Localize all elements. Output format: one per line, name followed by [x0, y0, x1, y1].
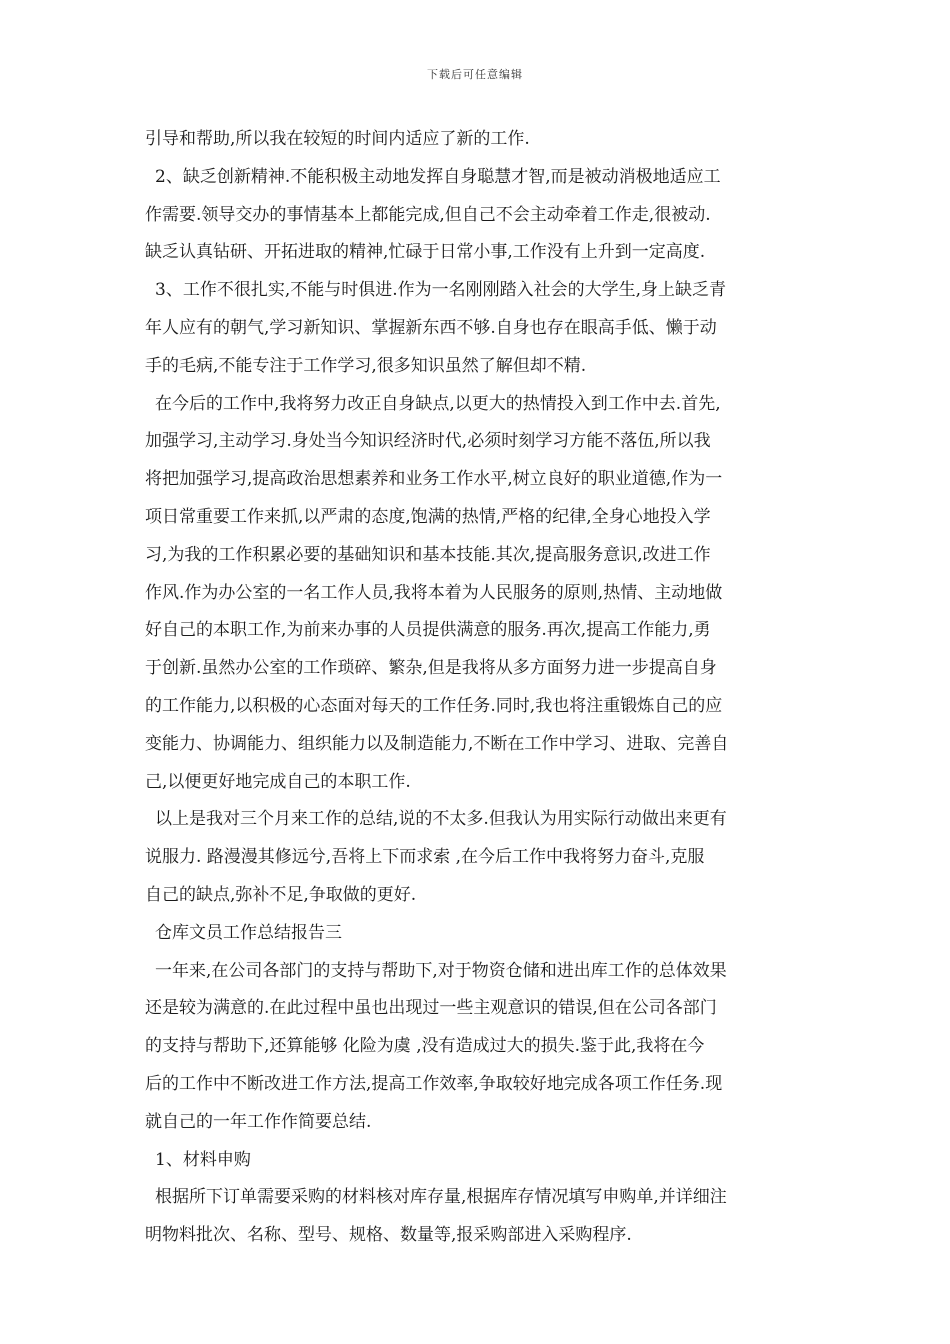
text-line: 习,为我的工作积累必要的基础知识和基本技能.其次,提高服务意识,改进工作 [145, 544, 711, 565]
text-line: 的工作能力,以积极的心态面对每天的工作任务.同时,我也将注重锻炼自己的应 [145, 695, 723, 716]
text-line: 加强学习,主动学习.身处当今知识经济时代,必须时刻学习方能不落伍,所以我 [145, 431, 711, 452]
text-line: 后的工作中不断改进工作方法,提高工作效率,争取较好地完成各项工作任务.现 [145, 1073, 723, 1094]
text-line: 明物料批次、名称、型号、规格、数量等,报采购部进入采购程序. [145, 1225, 632, 1246]
text-line: 自己的缺点,弥补不足,争取做的更好. [145, 884, 417, 905]
text-line: 变能力、协调能力、组织能力以及制造能力,不断在工作中学习、进取、完善自 [145, 733, 729, 754]
text-line: 的支持与帮助下,还算能够 化险为虞 ,没有造成过大的损失.鉴于此,我将在今 [145, 1036, 705, 1057]
text-line: 根据所下订单需要采购的材料核对库存量,根据库存情况填写申购单,并详细注 [155, 1187, 727, 1208]
text-line: 将把加强学习,提高政治思想素养和业务工作水平,树立良好的职业道德,作为一 [145, 469, 723, 490]
text-line: 还是较为满意的.在此过程中虽也出现过一些主观意识的错误,但在公司各部门 [145, 998, 717, 1019]
document-body [145, 121, 813, 1255]
text-line: 己,以便更好地完成自己的本职工作. [145, 771, 411, 792]
text-line: 2、缺乏创新精神.不能积极主动地发挥自身聪慧才智,而是被动消极地适应工 [155, 166, 721, 187]
text-line: 好自己的本职工作,为前来办事的人员提供满意的服务.再次,提高工作能力,勇 [145, 620, 711, 641]
text-line: 就自己的一年工作作简要总结. [145, 1111, 372, 1132]
text-line: 说服力. 路漫漫其修远兮,吾将上下而求索 ,在今后工作中我将努力奋斗,克服 [145, 847, 705, 868]
text-line: 3、工作不很扎实,不能与时俱进.作为一名刚刚踏入社会的大学生,身上缺乏青 [155, 280, 727, 301]
text-line: 1、材料申购 [155, 1149, 251, 1170]
text-line: 项日常重要工作来抓,以严肃的态度,饱满的热情,严格的纪律,全身心地投入学 [145, 506, 711, 527]
text-line: 年人应有的朝气,学习新知识、掌握新东西不够.自身也存在眼高手低、懒于动 [145, 317, 717, 338]
text-line: 作风.作为办公室的一名工作人员,我将本着为人民服务的原则,热情、主动地做 [145, 582, 723, 603]
text-line: 缺乏认真钻研、开拓进取的精神,忙碌于日常小事,工作没有上升到一定高度. [145, 242, 706, 263]
page-header: 下载后可任意编辑 [427, 68, 523, 81]
text-line: 在今后的工作中,我将努力改正自身缺点,以更大的热情投入到工作中去.首先, [155, 393, 721, 414]
text-line: 作需要.领导交办的事情基本上都能完成,但自己不会主动牵着工作走,很被动. [145, 204, 711, 225]
text-line: 于创新.虽然办公室的工作琐碎、繁杂,但是我将从多方面努力进一步提高自身 [145, 658, 717, 679]
text-line: 引导和帮助,所以我在较短的时间内适应了新的工作. [145, 129, 530, 149]
text-line: 仓库文员工作总结报告三 [155, 922, 342, 943]
text-line: 一年来,在公司各部门的支持与帮助下,对于物资仓储和进出库工作的总体效果 [155, 960, 727, 981]
text-line: 手的毛病,不能专注于工作学习,很多知识虽然了解但却不精. [145, 355, 587, 376]
text-line: 以上是我对三个月来工作的总结,说的不太多.但我认为用实际行动做出来更有 [155, 809, 727, 830]
